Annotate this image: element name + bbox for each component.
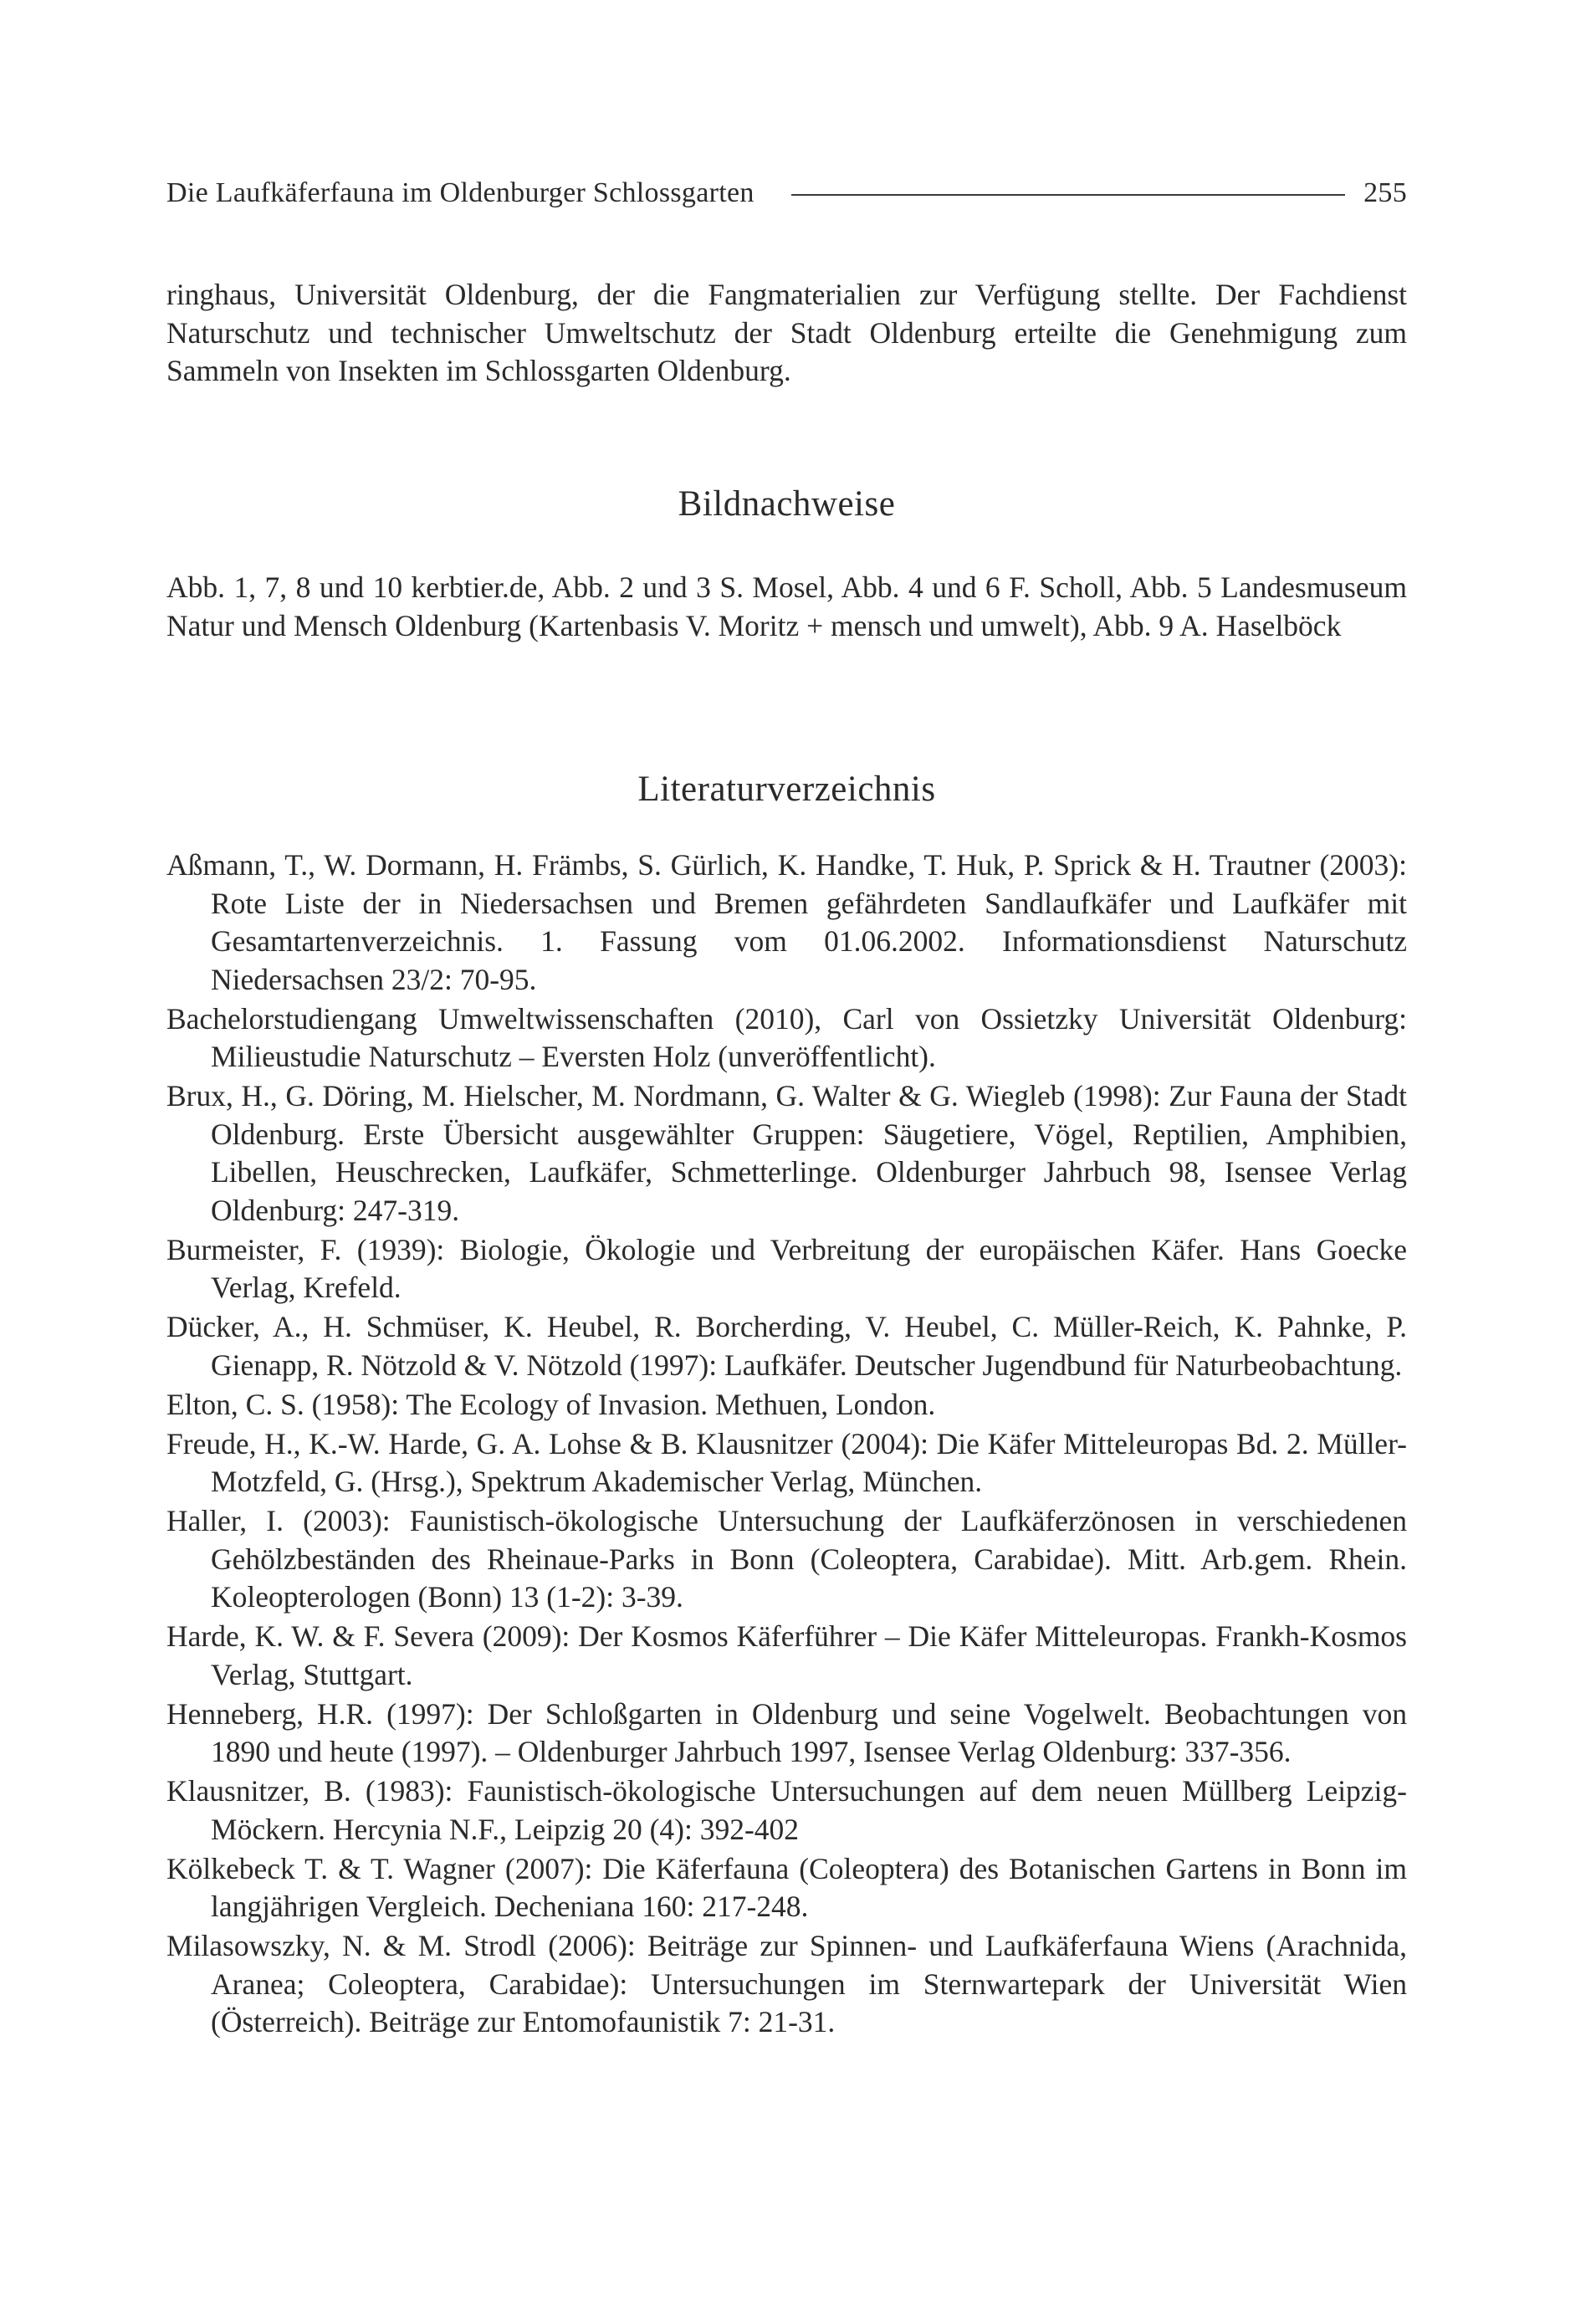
running-header	[166, 172, 1407, 214]
reference-entry: Haller, I. (2003): Faunistisch-ökologische Untersuchung der Laufkäferzönosen in verschiedenen Gehölzbeständen des Rheinaue-Parks in Bonn (Coleoptera, Carabidae). Mitt. Arb.gem. Rhein. Koleopterologen (Bonn) 13 (1-2): 3-39.	[166, 1504, 1407, 1614]
reference-entry: Bachelorstudiengang Umweltwissenschaften (2010), Carl von Ossietzky Universität Oldenburg: Milieustudie Naturschutz – Eversten Holz (unveröffentlicht).	[166, 1001, 1407, 1073]
header-rule	[791, 194, 1345, 196]
references-heading: Literaturverzeichnis	[637, 770, 936, 809]
reference-entry: Kölkebeck T. & T. Wagner (2007): Die Käferfauna (Coleoptera) des Botanischen Gartens in Bonn im langjährigen Vergleich. Decheniana 160: 217-248.	[166, 1851, 1407, 1923]
reference-entry: Henneberg, H.R. (1997): Der Schloßgarten in Oldenburg und seine Vogelwelt. Beobachtungen von 1890 und heute (1997). – Oldenburger Jahrbuch 1997, Isensee Verlag Oldenburg: 337-356.	[166, 1696, 1407, 1768]
reference-entry: Burmeister, F. (1939): Biologie, Ökologie und Verbreitung der europäischen Käfer. Hans Goecke Verlag, Krefeld.	[166, 1232, 1407, 1304]
reference-entry: Brux, H., G. Döring, M. Hielscher, M. Nordmann, G. Walter & G. Wiegleb (1998): Zur Fauna der Stadt Oldenburg. Erste Übersicht ausgewählter Gruppen: Säugetiere, Vögel, Reptilien, Amphibien, Libellen, Heuschrecken, Laufkäfer, Schmetterlinge. Oldenburger Jahrbuch 98, Isensee Verlag Oldenburg: 247-319.	[166, 1079, 1407, 1227]
image-credits-heading: Bildnachweise	[678, 484, 896, 524]
intro-paragraph: ringhaus, Universität Oldenburg, der die Fangmaterialien zur Verfügung stellte. Der Fachdienst Naturschutz und technischer Umweltschutz der Stadt Oldenburg erteilte die Genehmigung zum Sammeln von Insekten im Schlossgarten Oldenburg.	[166, 278, 1407, 387]
reference-list	[166, 846, 1407, 2043]
image-credits-paragraph: Abb. 1, 7, 8 und 10 kerbtier.de, Abb. 2 und 3 S. Mosel, Abb. 4 und 6 F. Scholl, Abb. 5 Landesmuseum Natur und Mensch Oldenburg (Kartenbasis V. Moritz + mensch und umwelt), Abb. 9 A. Haselböck	[166, 570, 1407, 642]
reference-entry: Freude, H., K.-W. Harde, G. A. Lohse & B. Klausnitzer (2004): Die Käfer Mitteleuropas Bd. 2. Müller-Motzfeld, G. (Hrsg.), Spektrum Akademischer Verlag, München.	[166, 1426, 1407, 1498]
page-number: 255	[1363, 177, 1407, 208]
reference-entry: Harde, K. W. & F. Severa (2009): Der Kosmos Käferführer – Die Käfer Mitteleuropas. Frankh-Kosmos Verlag, Stuttgart.	[166, 1619, 1407, 1691]
reference-entry: Dücker, A., H. Schmüser, K. Heubel, R. Borcherding, V. Heubel, C. Müller-Reich, K. Pahnke, P. Gienapp, R. Nötzold & V. Nötzold (1997): Laufkäfer. Deutscher Jugendbund für Naturbeobachtung.	[166, 1310, 1407, 1382]
reference-entry: Elton, C. S. (1958): The Ecology of Invasion. Methuen, London.	[166, 1387, 936, 1421]
reference-entry: Aßmann, T., W. Dormann, H. Främbs, S. Gürlich, K. Handke, T. Huk, P. Sprick & H. Trautner (2003): Rote Liste der in Niedersachsen und Bremen gefährdeten Sandlaufkäfer und Laufkäfer mit Gesamtartenverzeichnis. 1. Fassung vom 01.06.2002. Informationsdienst Naturschutz Niedersachsen 23/2: 70-95.	[166, 848, 1407, 996]
reference-entry: Milasowszky, N. & M. Strodl (2006): Beiträge zur Spinnen- und Laufkäferfauna Wiens (Arachnida, Aranea; Coleoptera, Carabidae): Untersuchungen im Sternwartepark der Universität Wien (Österreich). Beiträge zur Entomofaunistik 7: 21-31.	[166, 1929, 1407, 2038]
reference-entry: Klausnitzer, B. (1983): Faunistisch-ökologische Untersuchungen auf dem neuen Müllberg Leipzig-Möckern. Hercynia N.F., Leipzig 20 (4): 392-402	[166, 1774, 1407, 1846]
running-title: Die Laufkäferfauna im Oldenburger Schlossgarten	[166, 177, 755, 208]
